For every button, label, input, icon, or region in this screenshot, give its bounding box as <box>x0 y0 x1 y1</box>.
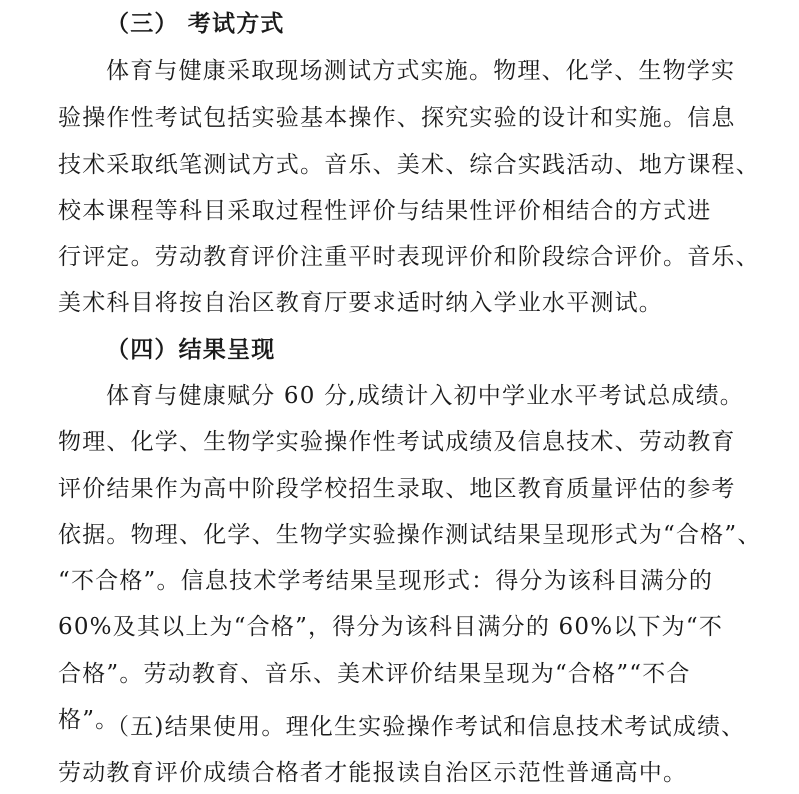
paragraph-line-last: 劳动教育评价成绩合格者才能报读自治区示范性普通高中。 <box>58 760 688 786</box>
section-heading-exam-method: （三） 考试方式 <box>106 10 285 37</box>
paragraph-line: 美术科目将按自治区教育厅要求适时纳入学业水平测试。 <box>58 290 663 316</box>
paragraph-line: 体育与健康赋分 60 分,成绩计入初中学业水平考试总成绩。 <box>106 383 744 409</box>
paragraph-line: 合格”。劳动教育、音乐、美术评价结果呈现为“合格”“不合 <box>58 661 691 687</box>
paragraph-line: “不合格”。信息技术学考结果呈现形式：得分为该科目满分的 <box>58 568 714 594</box>
paragraph-line: 校本课程等科目采取过程性评价与结果性评价相结合的方式进 <box>58 198 712 224</box>
paragraph-line: 依据。物理、化学、生物学实验操作测试结果呈现形式为“合格”、 <box>58 522 762 548</box>
section-heading-result-use: （五)结果使用。理化生实验操作考试和信息技术考试成绩、 <box>106 714 746 740</box>
paragraph-line: 60%及其以上为“合格”，得分为该科目满分的 60%以下为“不 <box>58 614 724 640</box>
paragraph-line: 技术采取纸笔测试方式。音乐、美术、综合实践活动、地方课程、 <box>58 152 760 178</box>
paragraph-line: 格”。 <box>58 707 120 733</box>
paragraph-line: 行评定。劳动教育评价注重平时表现评价和阶段综合评价。音乐、 <box>58 244 760 270</box>
section-heading-result-presentation: （四）结果呈现 <box>106 336 276 363</box>
paragraph-line: 评价结果作为高中阶段学校招生录取、地区教育质量评估的参考 <box>58 476 736 502</box>
paragraph-line: 物理、化学、生物学实验操作性考试成绩及信息技术、劳动教育 <box>58 429 736 455</box>
paragraph-line: 体育与健康采取现场测试方式实施。物理、化学、生物学实 <box>106 58 736 84</box>
paragraph-line: 验操作性考试包括实验基本操作、探究实验的设计和实施。信息 <box>58 105 736 131</box>
